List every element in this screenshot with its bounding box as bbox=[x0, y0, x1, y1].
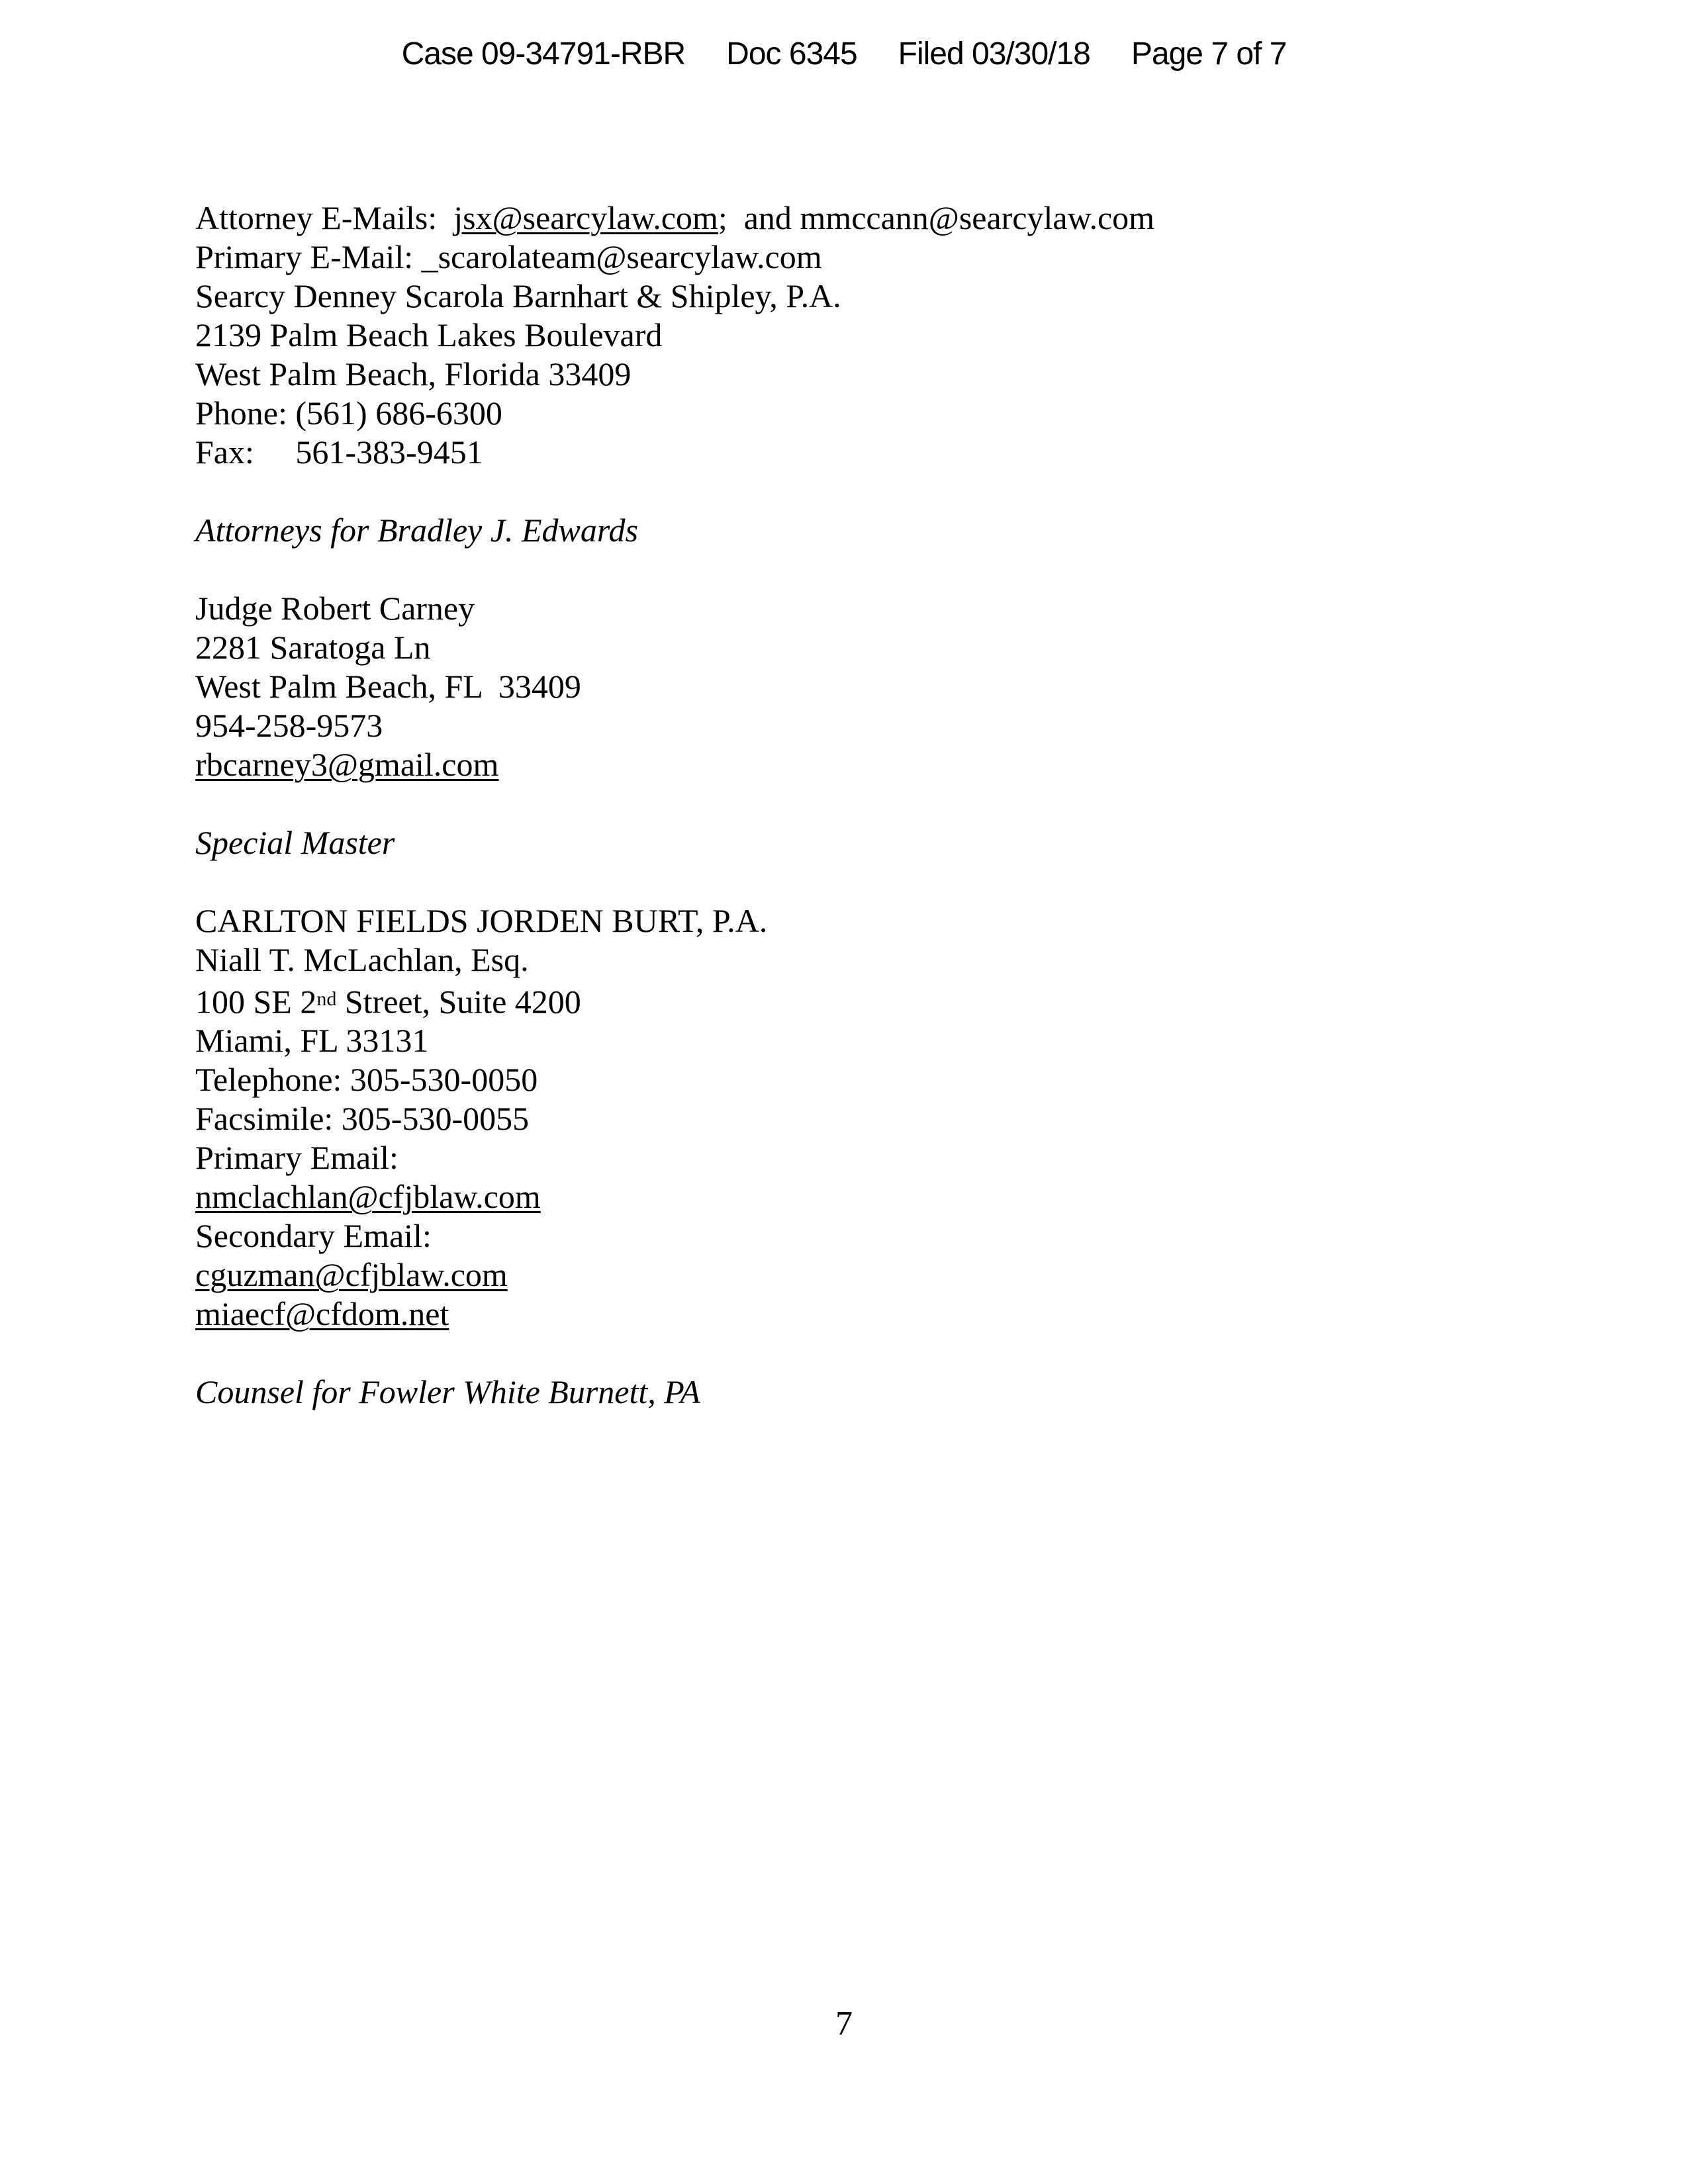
text-line bbox=[195, 1138, 1519, 1177]
text-line bbox=[195, 706, 1519, 745]
email-link[interactable]: rbcarney3@gmail.com bbox=[195, 746, 499, 783]
text-line bbox=[195, 1373, 1519, 1412]
body-text: 2281 Saratoga Ln bbox=[195, 629, 431, 666]
text-line bbox=[195, 472, 1519, 511]
doc-number: Doc 6345 bbox=[726, 36, 857, 71]
body-text: West Palm Beach, FL 33409 bbox=[195, 668, 581, 705]
body-text: Primary E-Mail: _scarolateam@searcylaw.com bbox=[195, 238, 822, 275]
text-line bbox=[195, 1060, 1519, 1099]
email-link[interactable]: cguzman@cfjblaw.com bbox=[195, 1256, 508, 1294]
text-line bbox=[195, 394, 1519, 433]
body-text: Facsimile: 305-530-0055 bbox=[195, 1100, 530, 1138]
text-line bbox=[195, 823, 1519, 862]
text-line bbox=[195, 1255, 1519, 1295]
body-text: Primary Email: bbox=[195, 1139, 399, 1177]
italic-caption: Counsel for Fowler White Burnett, PA bbox=[195, 1373, 700, 1411]
body-text: CARLTON FIELDS JORDEN BURT, P.A. bbox=[195, 902, 768, 939]
case-number: Case 09-34791-RBR bbox=[401, 36, 686, 71]
text-line bbox=[195, 277, 1519, 316]
italic-caption: Special Master bbox=[195, 824, 395, 861]
text-line bbox=[195, 1099, 1519, 1138]
body-text: West Palm Beach, Florida 33409 bbox=[195, 355, 632, 392]
text-line bbox=[195, 589, 1519, 628]
text-line bbox=[195, 628, 1519, 667]
document-body bbox=[195, 199, 1519, 1412]
body-text: Miami, FL 33131 bbox=[195, 1022, 429, 1060]
body-text: Attorney E-Mails: bbox=[195, 199, 454, 236]
text-line bbox=[195, 979, 1519, 1021]
body-text: Phone: (561) 686-6300 bbox=[195, 394, 502, 432]
body-text: Searcy Denney Scarola Barnhart & Shipley, P.A. bbox=[195, 277, 841, 314]
text-line bbox=[195, 862, 1519, 901]
text-line bbox=[195, 199, 1519, 238]
email-link[interactable]: jsx@searcylaw.com bbox=[453, 199, 718, 236]
body-text: Fax: 561-383-9451 bbox=[195, 433, 483, 471]
text-line bbox=[195, 511, 1519, 550]
body-text: Street, Suite 4200 bbox=[336, 983, 581, 1021]
text-line bbox=[195, 901, 1519, 940]
email-link[interactable]: miaecf@cfdom.net bbox=[195, 1295, 449, 1333]
body-text: 100 SE 2 bbox=[195, 983, 317, 1021]
filed-date: Filed 03/30/18 bbox=[898, 36, 1090, 71]
body-text: 2139 Palm Beach Lakes Boulevard bbox=[195, 316, 663, 353]
body-text: Secondary Email: bbox=[195, 1217, 432, 1255]
text-line bbox=[195, 238, 1519, 277]
text-line bbox=[195, 433, 1519, 472]
text-line bbox=[195, 355, 1519, 394]
email-link[interactable]: nmclachlan@cfjblaw.com bbox=[195, 1178, 541, 1216]
text-line bbox=[195, 745, 1519, 784]
body-text: Judge Robert Carney bbox=[195, 590, 475, 627]
body-text: Niall T. McLachlan, Esq. bbox=[195, 941, 529, 978]
text-line bbox=[195, 550, 1519, 589]
page-info: Page 7 of 7 bbox=[1131, 36, 1287, 71]
body-text: ; and mmccann@searcylaw.com bbox=[718, 199, 1155, 236]
text-line bbox=[195, 1021, 1519, 1060]
text-line bbox=[195, 1216, 1519, 1255]
ordinal-superscript: nd bbox=[316, 988, 337, 1010]
text-line bbox=[195, 667, 1519, 706]
body-text: 954-258-9573 bbox=[195, 707, 383, 744]
text-line bbox=[195, 784, 1519, 823]
page-number: 7 bbox=[835, 2005, 853, 2042]
italic-caption: Attorneys for Bradley J. Edwards bbox=[195, 512, 638, 549]
text-line bbox=[195, 1334, 1519, 1373]
body-text: Telephone: 305-530-0050 bbox=[195, 1061, 538, 1099]
text-line bbox=[195, 316, 1519, 355]
ecf-stamp-header bbox=[0, 38, 1688, 70]
text-line bbox=[195, 1177, 1519, 1216]
text-line bbox=[195, 940, 1519, 979]
text-line bbox=[195, 1295, 1519, 1334]
